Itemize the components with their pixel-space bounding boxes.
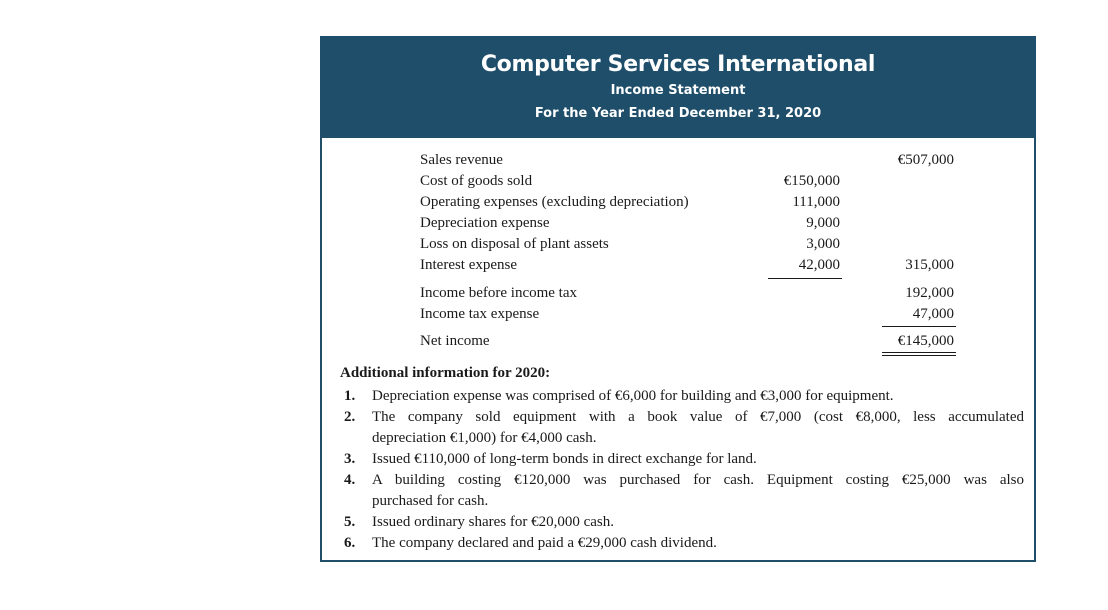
note-text: Issued ordinary shares for €20,000 cash. (372, 514, 615, 530)
note-number: 2. (344, 409, 356, 425)
note-number: 3. (344, 451, 356, 467)
income-tax-row (322, 304, 1034, 324)
row-label: Sales revenue (420, 152, 503, 168)
row-amount: €150,000 (783, 173, 840, 189)
row-amount: 3,000 (806, 236, 840, 252)
note-number: 1. (344, 388, 356, 404)
row-label: Net income (420, 333, 490, 349)
row-label: Income before income tax (420, 285, 578, 301)
income-statement-panel (320, 36, 1036, 562)
expenses-subtotal-rule (768, 278, 842, 279)
row-label: Interest expense (420, 257, 518, 273)
additional-info-title: Additional information for 2020: (340, 365, 551, 381)
row-amount: 9,000 (806, 215, 840, 231)
row-label: Loss on disposal of plant assets (420, 236, 609, 252)
note-text: Depreciation expense was comprised of €6,000 for building and €3,000 for equipment. (372, 388, 894, 404)
note-text (372, 470, 1024, 512)
row-amount: €145,000 (897, 333, 954, 349)
note-text (372, 407, 1024, 449)
total-expenses: 315,000 (905, 257, 954, 273)
tax-rule (882, 326, 956, 327)
row-label: Income tax expense (420, 306, 540, 322)
note-text: Issued €110,000 of long-term bonds in direct exchange for land. (372, 451, 757, 467)
row-label: Cost of goods sold (420, 173, 533, 189)
expense-row (322, 255, 1034, 275)
note-text-line: A building costing €120,000 was purchased for cash. Equipment costing €25,000 was also (372, 472, 1024, 488)
note-number: 5. (344, 514, 356, 530)
expense-row (322, 192, 1034, 212)
sales-revenue-row (322, 150, 1034, 170)
company-name: Computer Services International (480, 52, 876, 77)
note-text-line: purchased for cash. (372, 493, 489, 509)
expense-row (322, 213, 1034, 233)
expense-row (322, 234, 1034, 254)
note-text-line: depreciation €1,000) for €4,000 cash. (372, 430, 597, 446)
income-before-tax-row (322, 283, 1034, 303)
note-item (344, 407, 1024, 449)
statement-period: For the Year Ended December 31, 2020 (534, 106, 822, 121)
net-income-double-rule-top (882, 352, 956, 353)
row-label: Depreciation expense (420, 215, 550, 231)
row-amount: 47,000 (912, 306, 954, 322)
note-item (344, 470, 1024, 512)
net-income-row (322, 331, 1034, 351)
note-text: The company declared and paid a €29,000 cash dividend. (372, 535, 717, 551)
row-label: Operating expenses (excluding depreciation) (420, 194, 689, 210)
row-total: €507,000 (897, 152, 954, 168)
row-amount: 192,000 (905, 285, 954, 301)
statement-header (322, 38, 1034, 138)
expense-row (322, 171, 1034, 191)
statement-title: Income Statement (610, 83, 746, 98)
row-amount: 111,000 (792, 194, 840, 210)
net-income-double-rule-bottom (882, 355, 956, 356)
note-text-line: The company sold equipment with a book value of €7,000 (cost €8,000, less accumulated (372, 409, 1024, 425)
note-number: 6. (344, 535, 356, 551)
note-number: 4. (344, 472, 356, 488)
row-amount: 42,000 (798, 257, 840, 273)
